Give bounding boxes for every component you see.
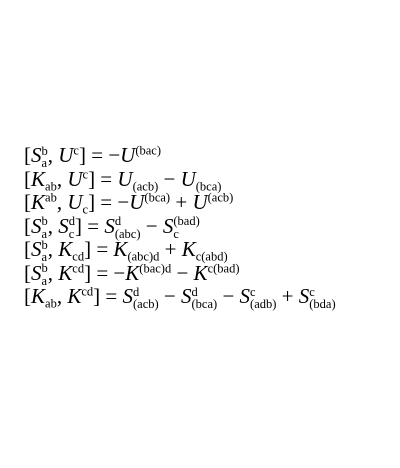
equation-7: [$K_{ab}$, $K^{cd}] = S$ d (acb) − S d (bca) − S c (adb) + S c (bda)	[24, 284, 336, 312]
equation-5: [S b a , $K_{cd}] = K_{(abc)d} + K_{c(abd)}$	[24, 237, 228, 265]
equation-3: [$K^{ab}$, $U_c] = -U^{(bca)} + U^{(acb)}$	[24, 190, 234, 217]
equation-4: [S b a , S d c ] = S d (abc) − S (bad) c	[24, 213, 200, 241]
equation-6: [S b a , $K^{cd}] = -K^{(bac)d} - K^{c(bad)}$	[24, 260, 240, 288]
equation-1: [S b a , $U^c] = -U^{(bac)}$	[24, 143, 162, 171]
equation-2: [$K_{ab}$, $U^c] = U_{(acb)} - U_{(bca)}$	[24, 166, 222, 193]
equation-block	[24, 143, 336, 312]
